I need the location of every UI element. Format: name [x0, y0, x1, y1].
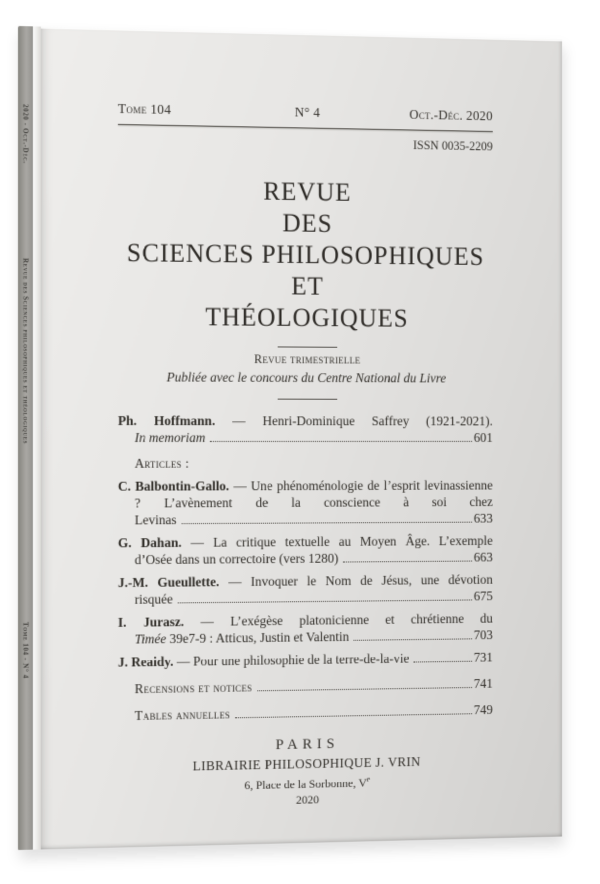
entry-text: La critique textuelle au Moyen Âge. L’exemple: [213, 533, 493, 550]
toc-section-label: Recensions et notices: [134, 679, 253, 697]
entry-author: G. Dahan.: [117, 535, 182, 551]
page-number: 703: [473, 627, 493, 643]
imprint-address-text: 6, Place de la Sorbonne, V: [244, 775, 367, 793]
entry-lastline: [135, 588, 493, 608]
entry-text: 39e7-9 : Atticus, Justin et Valentin: [166, 629, 350, 647]
dot-leader: [354, 638, 472, 640]
entry-text: Une phénoménologie de l’esprit levinassienne ? L’avènement de la conscience à soi chez: [134, 477, 493, 511]
journal-title-line: SCIENCES PHILOSOPHIQUES: [126, 238, 485, 271]
issue-date: Oct.-Déc. 2020: [409, 106, 493, 124]
page-number: 633: [473, 510, 493, 526]
entry-lastline: [135, 429, 493, 446]
entry-body: C. Balbontin-Gallo. — Une phénoménologie de l’esprit levinassienne ? L’avènement de la conscience à soi chez: [117, 477, 493, 511]
front-cover: [41, 27, 562, 850]
journal-title-line: REVUE: [263, 176, 352, 207]
toc-entry: [118, 532, 493, 568]
journal-title-line: THÉOLOGIQUES: [205, 302, 409, 333]
entry-author: I. Jurasz.: [117, 614, 184, 630]
imprint-publisher: LIBRAIRIE PHILOSOPHIQUE J. VRIN: [192, 754, 421, 774]
spine-date: 2020 - Oct.-Déc.: [21, 104, 30, 164]
journal-title-line: ET: [291, 271, 324, 301]
entry-author: J. Reaidy.: [117, 653, 174, 670]
entry-line-text: [135, 591, 173, 608]
imprint-block: [118, 732, 493, 810]
toc-list: [118, 412, 493, 724]
masthead-rule: [118, 124, 493, 132]
entry-lastline: [135, 626, 493, 647]
toc-section-heading: Articles :: [134, 455, 190, 471]
imprint-address-sup: e: [366, 774, 371, 784]
entry-text: Pour une philosophie de la terre-de-la-vie: [193, 650, 410, 669]
entry-line-text: [135, 550, 339, 568]
entry-author: J.-M. Gueullette.: [117, 574, 220, 591]
journal-title: [118, 174, 493, 335]
journal-title-line: DES: [282, 208, 333, 238]
entry-line-text: [135, 511, 177, 528]
page-number: 675: [473, 588, 493, 604]
entry-text: Invoquer le Nom de Jésus, une dévotion: [250, 572, 493, 589]
toc-entry: [118, 412, 493, 446]
dot-leader: [414, 661, 472, 663]
entry-author: Ph. Hoffmann.: [117, 413, 216, 429]
toc-entry: [118, 571, 493, 608]
masthead-row: [118, 100, 493, 124]
entry-line-text: [135, 628, 349, 647]
imprint-city: PARIS: [275, 736, 340, 754]
imprint-year: 2020: [295, 792, 320, 807]
dot-leader: [210, 441, 472, 442]
dot-leader: [343, 561, 472, 563]
entry-text: Levinas: [134, 512, 177, 528]
entry-line-text: [135, 706, 231, 724]
spine-title: Revue des Sciences philosophiques et théologiques: [21, 258, 30, 445]
dot-leader: [181, 522, 471, 524]
toc-section-row: [135, 701, 493, 724]
entry-line-text: [135, 679, 252, 698]
book-spine: [18, 26, 33, 850]
entry-text: Henri-Dominique Saffrey (1921-2021).: [262, 413, 493, 429]
entry-body: G. Dahan. — La critique textuelle au Moyen Âge. L’exemple: [117, 533, 493, 551]
book-cover: [18, 26, 562, 850]
sponsor-note: Publiée avec le concours du Centre National du Livre: [166, 369, 446, 386]
entry-body: J.-M. Gueullette. — Invoquer le Nom de Jésus, une dévotion: [117, 572, 493, 591]
entry-lastline: [118, 649, 493, 671]
separator-rule-bottom: [278, 399, 338, 400]
dot-leader: [235, 713, 472, 718]
entry-text: Timée: [134, 631, 167, 647]
entry-body: I. Jurasz. — L’exégèse platonicienne et chrétienne du: [117, 610, 493, 630]
entry-author: C. Balbontin-Gallo.: [117, 478, 230, 494]
toc-entry: [118, 477, 493, 529]
issn-number: ISSN 0035-2209: [413, 138, 493, 154]
toc-entry: [118, 610, 493, 648]
entry-text: L’exégèse platonicienne et chrétienne du: [230, 610, 493, 629]
entry-text: d’Osée dans un correctoire (vers 1280): [134, 550, 339, 568]
page-number: 731: [473, 649, 493, 665]
entry-body: Ph. Hoffmann. — Henri-Dominique Saffrey (1921-2021).: [117, 413, 493, 429]
entry-line-text: J. Reaidy. — Pour une philosophie de la terre-de-la-vie: [117, 650, 410, 670]
tome-label: Tome 104: [117, 101, 172, 117]
dot-leader: [178, 599, 472, 603]
toc-section-label: Tables annuelles: [134, 706, 231, 723]
cover-hinge-edge: [33, 26, 41, 849]
entry-text: In memoriam: [134, 430, 206, 445]
separator-rule-top: [278, 346, 338, 347]
page-number: 741: [473, 675, 493, 691]
toc-section-row: [135, 675, 493, 697]
issue-number: N° 4: [294, 104, 321, 120]
periodicity-note: Revue trimestrielle: [254, 352, 361, 367]
dot-leader: [257, 687, 472, 691]
page-number: 601: [473, 430, 493, 445]
toc-entry: [118, 649, 493, 671]
entry-line-text: [135, 429, 206, 446]
entry-lastline: [135, 510, 493, 528]
page-number: 749: [473, 702, 493, 718]
page-number: 663: [473, 549, 493, 565]
entry-lastline: [135, 549, 493, 568]
entry-text: risquée: [134, 591, 173, 607]
spine-volume: Tome 104 - N° 4: [21, 621, 30, 679]
